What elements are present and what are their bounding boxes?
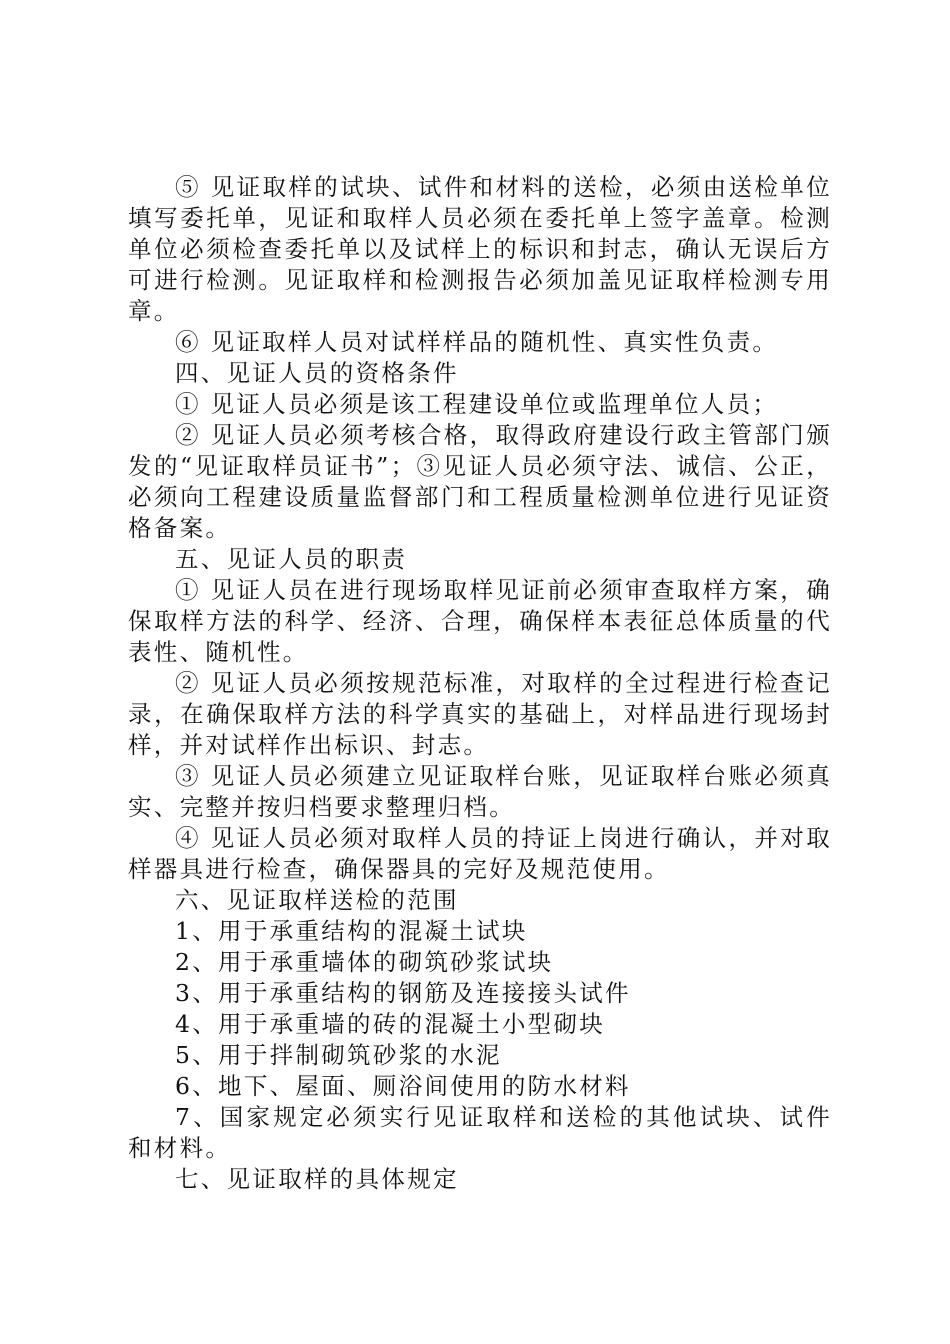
paragraph-duty-3: ③ 见证人员必须建立见证取样台账，见证取样台账必须真实、完整并按归档要求整理归档。 [128,762,832,821]
list-item-scope-1: 1、用于承重结构的混凝土试块 [175,917,528,945]
paragraph-qualification-2-3: ② 见证人员必须考核合格，取得政府建设行政主管部门颁发的“见证取样员证书”；③见证人员必须守法、诚信、公正，必须向工程建设质量监督部门和工程质量检测单位进行见证资格备案。 [128,421,832,542]
list-item-scope-2: 2、用于承重墙体的砌筑砂浆试块 [175,948,554,976]
paragraph-duty-4: ④ 见证人员必须对取样人员的持证上岗进行确认，并对取样器具进行检查，确保器具的完好及规范使用。 [128,824,832,883]
document-body [128,172,832,1195]
paragraph-item-6-responsibility: ⑥ 见证取样人员对试样样品的随机性、真实性负责。 [175,328,779,356]
paragraph-qualification-1: ① 见证人员必须是该工程建设单位或监理单位人员； [175,390,779,418]
paragraph-item-5-submission: ⑤ 见证取样的试块、试件和材料的送检，必须由送检单位填写委托单，见证和取样人员必须在委托单上签字盖章。检测单位必须检查委托单以及试样上的标识和封志，确认无误后方可进行检测。见证取样和检测报告必须加盖见证取样检测专用章。 [128,173,832,325]
paragraph-duty-2: ② 见证人员必须按规范标准，对取样的全过程进行检查记录，在确保取样方法的科学真实的基础上，对样品进行现场封样，并对试样作出标识、封志。 [128,669,832,759]
list-item-scope-5: 5、用于拌制砌筑砂浆的水泥 [175,1041,502,1069]
list-item-scope-3: 3、用于承重结构的钢筋及连接接头试件 [175,979,631,1007]
paragraph-duty-1: ① 见证人员在进行现场取样见证前必须审查取样方案，确保取样方法的科学、经济、合理，确保样本表征总体质量的代表性、随机性。 [128,576,832,666]
list-item-scope-6: 6、地下、屋面、厕浴间使用的防水材料 [175,1072,631,1100]
list-item-scope-7: 7、国家规定必须实行见证取样和送检的其他试块、试件和材料。 [128,1103,832,1162]
section-heading-7: 七、见证取样的具体规定 [175,1165,459,1193]
section-heading-4: 四、见证人员的资格条件 [175,359,459,387]
list-item-scope-4: 4、用于承重墙的砖的混凝土小型砌块 [175,1010,606,1038]
section-heading-6: 六、见证取样送检的范围 [175,886,459,914]
section-heading-5: 五、见证人员的职责 [175,545,408,573]
